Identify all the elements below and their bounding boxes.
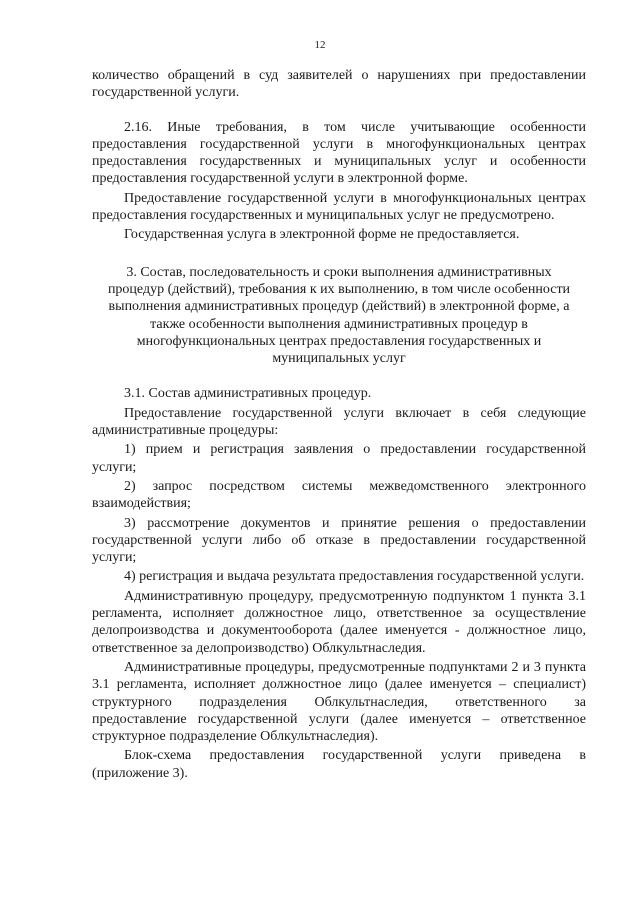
- paragraph-3-1: 3.1. Состав административных процедур.: [124, 386, 372, 402]
- list-item-2: 2) запрос посредством системы межведомственного электронного взаимодействия;: [92, 478, 586, 512]
- paragraph-procedure-1: Административную процедуру, предусмотренную подпунктом 1 пункта 3.1 регламента, исполняет должностное лицо, ответственное за осуществление делопроизводства и документооборота (далее именуется - должностное лицо, ответственное за делопроизводство) Облкультнаследия.: [92, 588, 586, 656]
- paragraph-procedures-2-3: Административные процедуры, предусмотренные подпунктами 2 и 3 пункта 3.1 регламента, исполняет должностное лицо (далее именуется – специалист) структурного подразделения Облкультнаследия, ответственного за предоставление государственной услуги (далее именуется – ответственное структурное подразделение Облкультнаследия).: [92, 659, 586, 745]
- paragraph-procedures-intro: Предоставление государственной услуги включает в себя следующие административные процедуры:: [92, 405, 586, 439]
- paragraph-2-16: 2.16. Иные требования, в том числе учитывающие особенности предоставления государственной услуги в многофункциональных центрах предоставления государственных и муниципальных услуг и особенности предоставления государственной услуги в электронной форме.: [92, 119, 586, 187]
- list-item-1: 1) прием и регистрация заявления о предоставлении государственной услуги;: [92, 442, 586, 475]
- paragraph-continuation: количество обращений в суд заявителей о нарушениях при предоставлении государственной услуги.: [92, 68, 586, 101]
- section-heading: 3. Состав, последовательность и сроки выполнения административных процедур (действий), требования к их выполнению, в том числе особенности выполнения административных процедур (действий) в электронной форме, а также особенности выполнения административных процедур в многофункциональных центрах предоставления государственных и муниципальных услуг: [107, 264, 571, 367]
- list-item-3: 3) рассмотрение документов и принятие решения о предоставлении государственной услуги либо об отказе в предоставлении государственной услуги;: [92, 515, 586, 566]
- paragraph-electronic: Государственная услуга в электронной форме не предоставляется.: [124, 227, 520, 243]
- list-item-4: 4) регистрация и выдача результата предоставления государственной услуги.: [124, 569, 585, 585]
- document-body: [92, 67, 586, 782]
- page-number: 12: [314, 39, 326, 51]
- paragraph-flowchart: Блок-схема предоставления государственной услуги приведена в (приложение 3).: [92, 748, 586, 781]
- paragraph-mfc: Предоставление государственной услуги в многофункциональных центрах предоставления государственных и муниципальных услуг не предусмотрено.: [92, 190, 586, 224]
